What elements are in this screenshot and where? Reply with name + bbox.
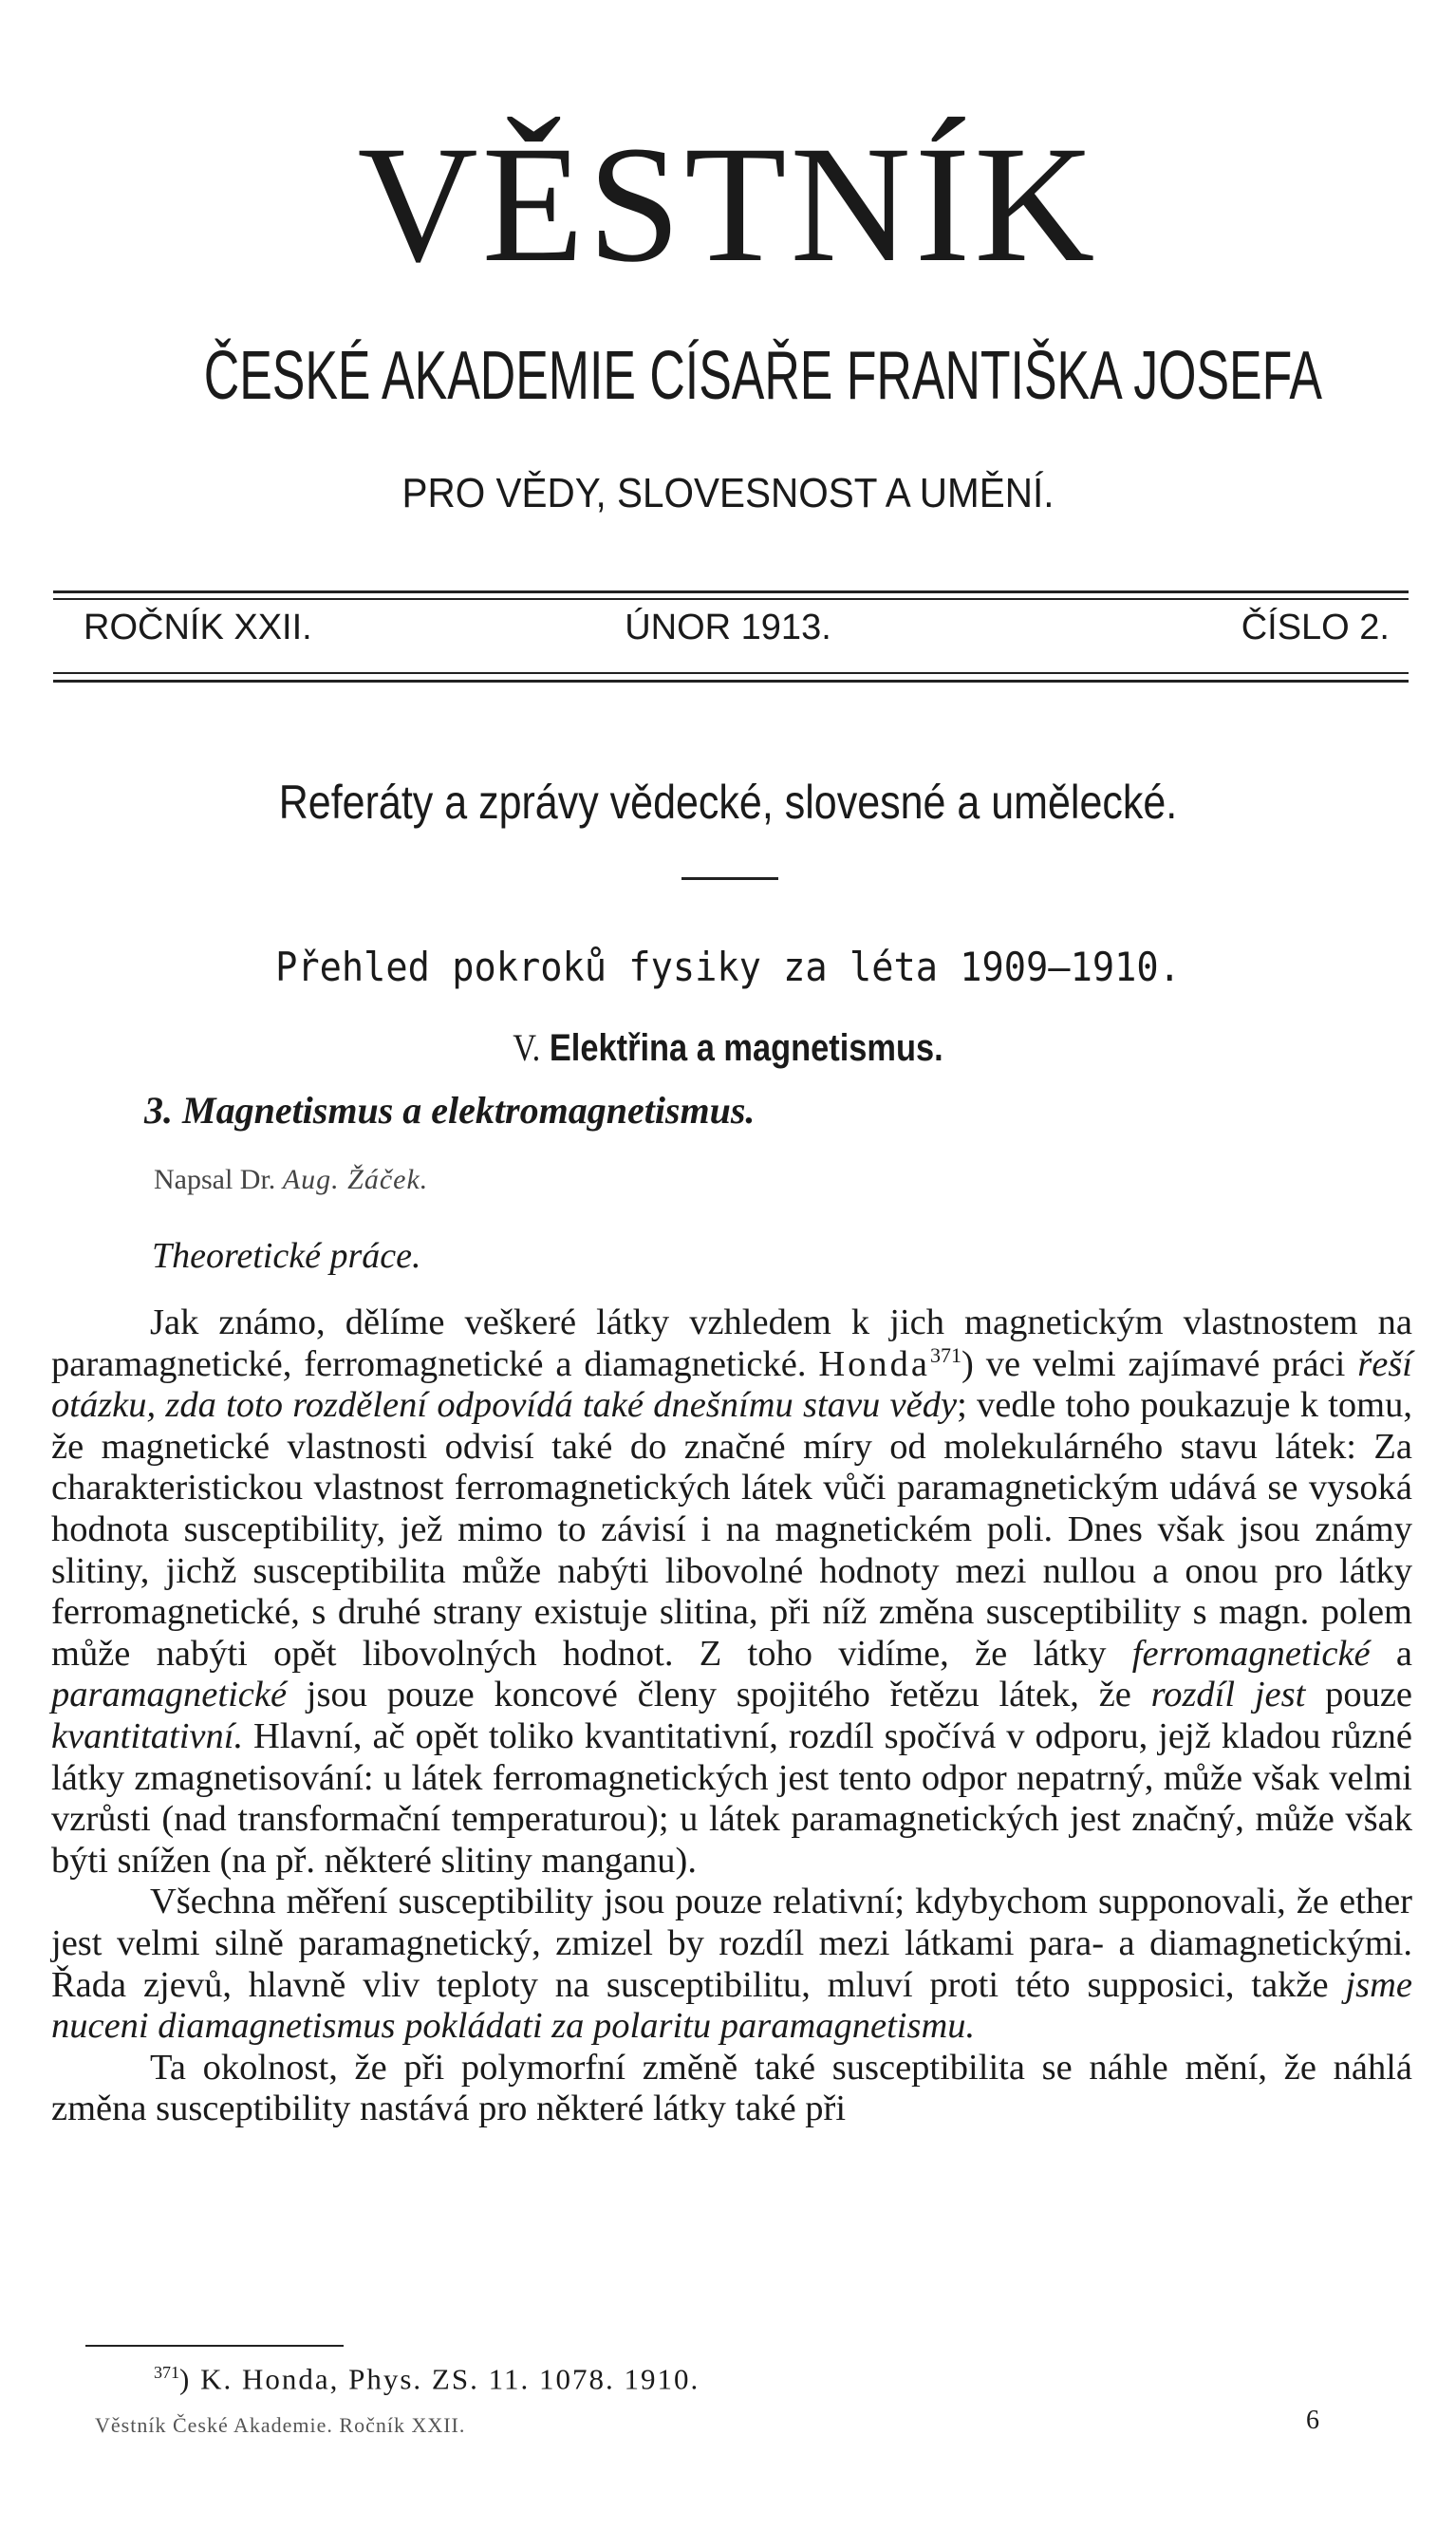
subheading: Theoretické práce. bbox=[152, 1236, 421, 1276]
subsection-heading: 3. Magnetismus a elektromagnetismus. bbox=[144, 1089, 756, 1132]
footnote-text: ) K. Honda, Phys. ZS. 11. 1078. 1910. bbox=[179, 2362, 700, 2396]
paragraph-1: Jak známo, dělíme veškeré látky vzhledem k jich magnetickým vlastnostem na paramagnetické, ferromagnetické a diamagnetické. Honda$^{371}$) ve velmi zajímavé práci řeší otázku, zda toto rozdělení odpovídá také dnešnímu stavu vědy; vedle toho poukazuje k tomu, že magnetické vlastnosti odvisí také do značné míry od molekulárného stavu látek: Za charakteristickou vlastnost ferromagnetických látek vůči paramagnetickým udává se vysoká hodnota susceptibility, jež mimo to závisí i na magnetickém poli. Dnes však jsou známy slitiny, jichž susceptibilita může nabýti libovolné hodnoty mezi nullou a onou pro látky ferromagnetické, s druhé strany existuje slitina, při níž změna susceptibility s magn. polem může nabýti opět libovolných hodnot. Z toho vidíme, že látky ferromagnetické a paramagnetické jsou pouze koncové členy spojitého řetězu látek, že rozdíl jest pouze kvantitativní. Hlavní, ač opět toliko kvantitativní, rozdíl spočívá v odporu, jejž kladou různé látky zmagnetisování: u látek ferromagnetických jest tento odpor nepatrný, může však velmi vzrůsti (nad transformační temperaturou); u látek paramagnetických jest značný, může však býti snížen (na př. některé slitiny manganu). bbox=[51, 1302, 1413, 1881]
author-prefix: Napsal Dr. bbox=[154, 1164, 276, 1195]
top-double-rule-2 bbox=[53, 598, 1409, 600]
issue-number: ČÍSLO 2. bbox=[1241, 608, 1390, 647]
paragraph-2: Všechna měření susceptibility jsou pouze relativní; kdybychom supponovali, že ether jest velmi silně paramagnetický, zmizel by rozdíl mezi látkami para- a diamagnetickými. Řada zjevů, hlavně vliv teploty na susceptibilitu, mluví proti této supposici, takže jsme nuceni diamagnetismus pokládati za polaritu paramagnetismu. bbox=[51, 1882, 1412, 2047]
bottom-double-rule-2 bbox=[53, 680, 1409, 683]
running-footer: Věstník České Akademie. Ročník XXII. bbox=[95, 2413, 466, 2437]
chapter-number: V. bbox=[513, 1026, 541, 1069]
journal-title: VĚSTNÍK bbox=[357, 112, 1099, 297]
footnote-ref: 371 bbox=[930, 1342, 962, 1367]
page-number: 6 bbox=[1306, 2406, 1319, 2435]
footnote bbox=[154, 2362, 700, 2396]
article-overview-title: Přehled pokroků fysiky za léta 1909—1910. bbox=[275, 944, 1181, 990]
section-divider bbox=[681, 877, 778, 880]
academy-name: ČESKÉ AKADEMIE CÍSAŘE FRANTIŠKA JOSEFA bbox=[203, 338, 1323, 414]
footnote-number: 371 bbox=[154, 2363, 179, 2382]
chapter-title: Elektřina a magnetismus. bbox=[549, 1027, 943, 1069]
journal-subtitle: PRO VĚDY, SLOVESNOST A UMĚNÍ. bbox=[401, 470, 1055, 516]
paragraph-3: Ta okolnost, že při polymorfní změně také susceptibilita se náhle mění, že náhlá změna susceptibility nastává pro některé látky také při bbox=[51, 2047, 1412, 2129]
author-name: Aug. Žáček. bbox=[282, 1164, 429, 1195]
chapter-heading bbox=[102, 1026, 1353, 1069]
footnote-divider bbox=[85, 2345, 344, 2347]
bottom-double-rule-1 bbox=[53, 672, 1409, 674]
top-double-rule-1 bbox=[53, 590, 1409, 593]
section-title: Referáty a zprávy vědecké, slovesné a umělecké. bbox=[278, 776, 1178, 829]
issue-date: ÚNOR 1913. bbox=[625, 608, 831, 647]
issue-volume: ROČNÍK XXII. bbox=[84, 608, 312, 647]
article-body bbox=[51, 1302, 1412, 2130]
honda-name: Honda bbox=[818, 1343, 931, 1384]
author-line bbox=[154, 1166, 428, 1194]
